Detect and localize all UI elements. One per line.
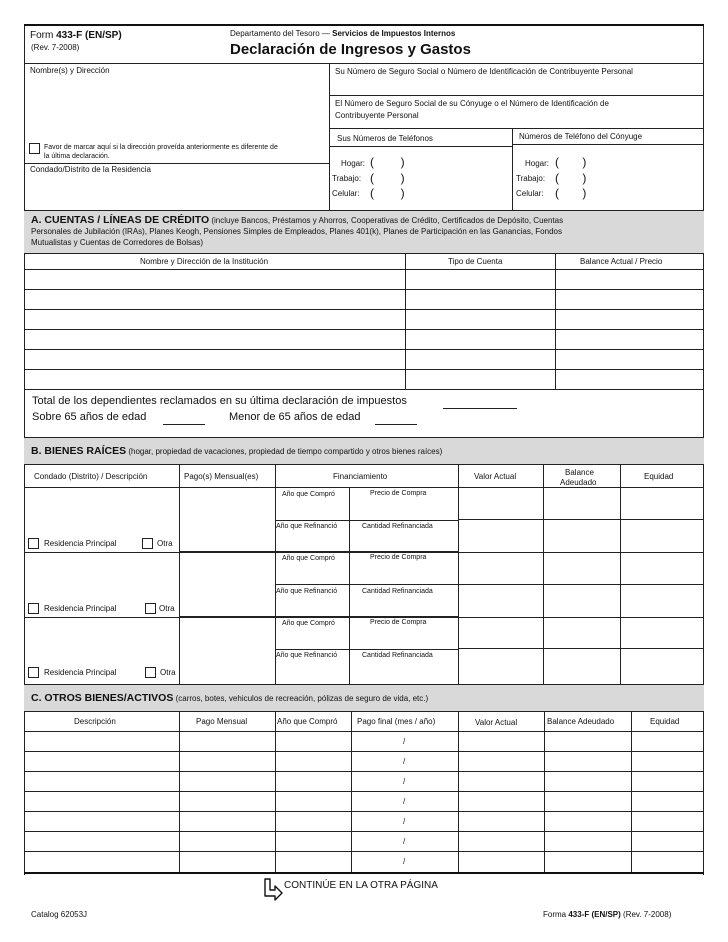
purchase-price-label: Precio de Compra — [370, 554, 427, 561]
final-payment-slash: / — [403, 817, 406, 826]
spouse-ssn-label-2: Contribuyente Personal — [335, 111, 419, 120]
other-property-checkbox[interactable] — [142, 538, 153, 549]
page-title: Declaración de Ingresos y Gastos — [230, 41, 471, 58]
cell-phone-label: Celular: — [332, 189, 360, 198]
under-65-label: Menor de 65 años de edad — [229, 411, 361, 423]
col-balance-owed-2: Adeudado — [560, 478, 597, 487]
col-financing: Financiamiento — [333, 472, 388, 481]
col-institution: Nombre y Dirección de la Institución — [140, 257, 269, 266]
col-equity: Equidad — [644, 472, 674, 481]
spouse-home-phone-label: Hogar: — [525, 159, 550, 168]
spouse-cell-phone-field[interactable]: ( ) — [555, 186, 587, 200]
purchase-price-label: Precio de Compra — [370, 619, 427, 626]
section-a-description: A. CUENTAS / LÍNEAS DE CRÉDITO (incluye Bancos, Préstamos y Ahorros, Cooperativas de Crédito, Certificados de Depósito, Cuentas Personales de Jubilación (IRAs), Planes Keogh, Pensiones Simples de Empleados, Planes 401(k), Planes de Participación en las Ganancias, Fondos Mutualistas y Cuentas de Corredores de Bolsas) — [31, 214, 564, 247]
col-current-balance: Balance Actual / Precio — [580, 257, 663, 266]
address-changed-checkbox[interactable] — [29, 143, 40, 154]
dependents-total-label: Total de los dependientes reclamados en su última declaración de impuestos — [32, 395, 407, 407]
over-65-label: Sobre 65 años de edad — [32, 411, 147, 423]
col-monthly-payment: Pago(s) Mensual(es) — [184, 472, 259, 481]
col-description: Descripción — [74, 717, 116, 726]
col-current-value: Valor Actual — [474, 472, 517, 481]
section-c-title: C. OTROS BIENES/ACTIVOS (carros, botes, vehiculos de recreación, pólizas de seguro de vida, etc.) — [31, 692, 429, 704]
final-payment-slash: / — [403, 757, 406, 766]
names-label: Nombre(s) y Dirección — [30, 66, 110, 75]
county-field[interactable] — [27, 176, 327, 208]
year-refinanced-label: Año que Refinanció — [276, 523, 338, 530]
cell-phone-field[interactable]: ( ) — [370, 186, 405, 200]
refinanced-amount-label: Cantidad Refinanciada — [362, 523, 433, 530]
continue-note: CONTINÚE EN LA OTRA PÁGINA — [284, 880, 438, 891]
footer-form-number: Forma 433-F (EN/SP) (Rev. 7-2008) — [543, 910, 672, 919]
other-property-label: Otra — [159, 604, 175, 613]
year-refinanced-label: Año que Refinanció — [276, 588, 338, 595]
spouse-ssn-label: El Número de Seguro Social de su Cónyuge o el Número de Identificación de — [335, 99, 609, 108]
home-phone-field[interactable]: ( ) — [370, 155, 405, 169]
primary-residence-label: Residencia Principal — [44, 539, 117, 548]
final-payment-slash: / — [403, 837, 406, 846]
dependents-total-field[interactable] — [443, 408, 517, 409]
other-property-label: Otra — [157, 539, 173, 548]
col-equity: Equidad — [650, 717, 680, 726]
work-phone-field[interactable]: ( ) — [370, 171, 405, 185]
col-balance-owed-1: Balance — [565, 468, 594, 477]
year-bought-label: Año que Compró — [282, 620, 335, 627]
refinanced-amount-label: Cantidad Refinanciada — [362, 588, 433, 595]
phones-label: Sus Números de Teléfonos — [337, 134, 433, 143]
address-check-label: Favor de marcar aquí si la dirección proveída anteriormente es diferente de — [44, 144, 278, 151]
section-c-rows[interactable] — [25, 732, 703, 871]
department: Departamento del Tesoro — Servicios de Impuestos Internos — [230, 29, 456, 38]
final-payment-slash: / — [403, 777, 406, 786]
col-county-description: Condado (Distrito) / Descripción — [34, 472, 148, 481]
col-account-type: Tipo de Cuenta — [448, 257, 503, 266]
col-year-bought: Año que Compró — [277, 717, 338, 726]
names-address-field[interactable] — [27, 76, 327, 138]
spouse-home-phone-field[interactable]: ( ) — [555, 155, 587, 169]
spouse-phones-label: Números de Teléfono del Cónyuge — [519, 132, 643, 141]
continue-arrow-icon — [258, 876, 284, 902]
final-payment-slash: / — [403, 857, 406, 866]
year-bought-label: Año que Compró — [282, 555, 335, 562]
under-65-field[interactable] — [375, 424, 417, 425]
address-check-label-2: la última declaración. — [44, 153, 110, 160]
home-phone-label: Hogar: — [341, 159, 366, 168]
section-a-rows[interactable] — [25, 270, 405, 389]
over-65-field[interactable] — [163, 424, 205, 425]
primary-residence-checkbox[interactable] — [28, 603, 39, 614]
form-number-value: 433-F (EN/SP) — [56, 30, 122, 41]
spouse-work-phone-label: Trabajo: — [516, 174, 546, 183]
final-payment-slash: / — [403, 737, 406, 746]
other-property-checkbox[interactable] — [145, 667, 156, 678]
year-refinanced-label: Año que Refinanció — [276, 652, 338, 659]
col-monthly-payment: Pago Mensual — [196, 717, 248, 726]
year-bought-label: Año que Compró — [282, 491, 335, 498]
form-prefix: Form — [30, 30, 57, 41]
refinanced-amount-label: Cantidad Refinanciada — [362, 652, 433, 659]
ssn-label: Su Número de Seguro Social o Número de Identificación de Contribuyente Personal — [335, 67, 633, 76]
work-phone-label: Trabajo: — [332, 174, 362, 183]
county-label: Condado/Distrito de la Residencia — [30, 165, 151, 174]
section-b-title: B. BIENES RAÍCES (hogar, propiedad de vacaciones, propiedad de tiempo compartido y otros bienes raíces) — [31, 445, 443, 457]
primary-residence-checkbox[interactable] — [28, 538, 39, 549]
purchase-price-label: Precio de Compra — [370, 490, 427, 497]
primary-residence-label: Residencia Principal — [44, 668, 117, 677]
catalog-number: Catalog 62053J — [31, 910, 88, 919]
spouse-work-phone-field[interactable]: ( ) — [555, 171, 587, 185]
other-property-label: Otra — [160, 668, 176, 677]
revision: (Rev. 7-2008) — [31, 43, 80, 52]
spouse-cell-phone-label: Celular: — [516, 189, 544, 198]
final-payment-slash: / — [403, 797, 406, 806]
other-property-checkbox[interactable] — [145, 603, 156, 614]
primary-residence-checkbox[interactable] — [28, 667, 39, 678]
col-current-value: Valor Actual — [475, 718, 518, 727]
form-number — [30, 31, 122, 41]
col-final-payment: Pago final (mes / año) — [357, 717, 436, 726]
primary-residence-label: Residencia Principal — [44, 604, 117, 613]
col-balance-owed: Balance Adeudado — [547, 717, 615, 726]
